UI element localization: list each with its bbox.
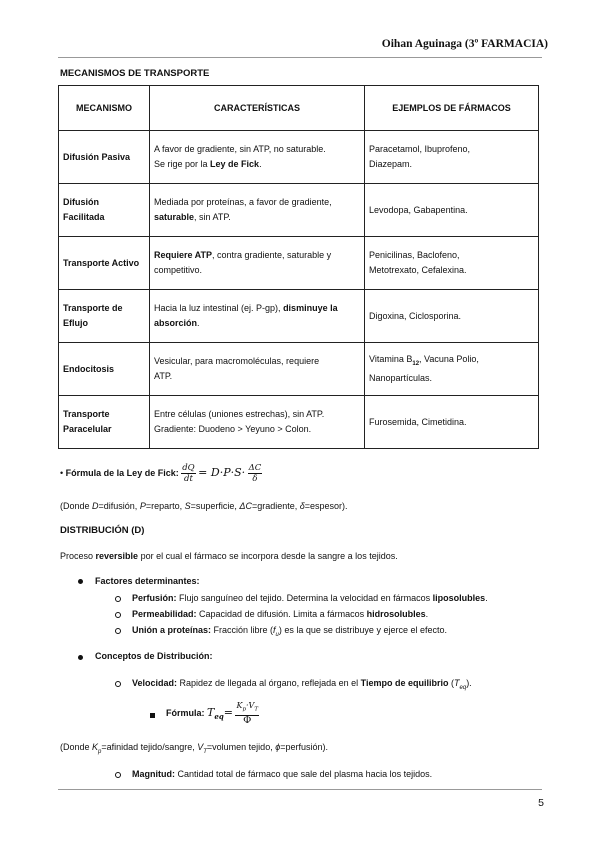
fick-variables-note	[60, 499, 348, 513]
cell-line	[154, 157, 360, 172]
concept-text: (	[448, 678, 454, 688]
table-row	[59, 290, 539, 343]
note-var: K	[92, 742, 99, 752]
cell-ejemplos	[365, 396, 539, 449]
fick-fraction-dq-dt	[181, 463, 195, 484]
page-number: 5	[538, 797, 544, 809]
cell-line	[154, 142, 360, 157]
cell-line	[154, 263, 360, 278]
table-header-mecanismo: MECANISMO	[59, 86, 150, 131]
cell-line	[154, 195, 360, 210]
fraction-numerator: ΔC	[248, 463, 262, 474]
cell-text: Furosemida, Cimetidina.	[369, 416, 467, 427]
table-row	[59, 184, 539, 237]
note-text: =afinidad tejido/sangre,	[101, 742, 198, 752]
cell-caracteristicas	[150, 184, 365, 237]
cell-line	[154, 210, 360, 225]
cell-bold-text: Ley de Fick	[210, 159, 260, 169]
formula-fraction	[235, 701, 259, 726]
cell-mecanismo	[59, 184, 150, 237]
cell-ejemplos	[365, 131, 539, 184]
factor-text: ) es la que se distribuye y ejerce el efecto.	[278, 625, 447, 635]
cell-text: Paracetamol, Ibuprofeno,	[369, 144, 471, 154]
section-title-distribucion: DISTRIBUCIÓN (D)	[60, 525, 145, 536]
header-rule	[58, 57, 542, 58]
factor-permeabilidad	[132, 607, 428, 621]
note-var: ΔC	[239, 501, 252, 511]
note-var: D	[92, 501, 99, 511]
concept-var: T	[454, 678, 460, 688]
cell-text: competitivo.	[154, 265, 203, 275]
bullet-square	[150, 713, 155, 718]
formula-tiempo-equilibrio	[166, 699, 259, 731]
fraction-numerator: dQ	[182, 463, 195, 474]
cell-line	[369, 415, 534, 430]
cell-caracteristicas	[150, 131, 365, 184]
cell-caracteristicas	[150, 396, 365, 449]
num-var: K	[236, 701, 243, 711]
note-var: S	[184, 501, 191, 511]
bullet-dot: •	[60, 468, 64, 478]
cell-text: Mediada por proteínas, a favor de gradiente,	[154, 197, 332, 207]
cell-line: Transporte Activo	[63, 257, 140, 268]
cell-text: , sin ATP.	[194, 212, 231, 222]
concept-text: Rapidez de llegada al órgano, reflejada en el	[177, 678, 361, 688]
cell-line: Transporte	[63, 409, 110, 419]
cell-bold-text: Requiere ATP	[154, 250, 213, 260]
note-text: =perfusión).	[280, 742, 328, 752]
cell-text: , contra gradiente, saturable y	[212, 250, 332, 260]
cell-text: Se rige por la	[154, 159, 211, 169]
factor-var: f	[273, 625, 276, 635]
cell-line: Transporte de	[63, 303, 123, 313]
cell-bold-text: saturable	[154, 212, 195, 222]
cell-text: Diazepam.	[369, 159, 413, 169]
cell-caracteristicas	[150, 290, 365, 343]
table-row	[59, 237, 539, 290]
conceptos-title: Conceptos de Distribución:	[95, 651, 213, 661]
cell-caracteristicas	[150, 237, 365, 290]
cell-line	[369, 309, 534, 324]
formula-lhs	[207, 706, 224, 722]
cell-line: Difusión	[63, 197, 99, 207]
intro-text: por el cual el fármaco se incorpora desde la sangre a los tejidos.	[138, 551, 398, 561]
factores-title: Factores determinantes:	[95, 576, 200, 586]
table-header-row	[59, 86, 539, 131]
cell-line	[369, 157, 534, 172]
note-text: =difusión,	[98, 501, 140, 511]
note-text: =superficie,	[190, 501, 240, 511]
cell-text: A favor de gradiente, sin ATP, no saturable.	[154, 144, 326, 154]
cell-text: , Vacuna Polio,	[419, 353, 479, 364]
cell-line	[154, 407, 360, 422]
note-var: P	[139, 501, 146, 511]
cell-mecanismo	[59, 343, 150, 396]
cell-ejemplos	[365, 184, 539, 237]
cell-line	[369, 352, 534, 372]
bullet-circle	[115, 628, 121, 634]
note-sub: T	[203, 748, 207, 755]
cell-subscript: 12	[412, 360, 420, 367]
factor-label: Unión a proteínas:	[132, 625, 212, 635]
cell-ejemplos	[365, 343, 539, 396]
intro-bold: reversible	[95, 551, 139, 561]
note-var: δ	[299, 501, 305, 511]
table-row	[59, 131, 539, 184]
cell-line: Paracelular	[63, 424, 112, 434]
cell-text: .	[259, 159, 262, 169]
note-text: =volumen tejido,	[206, 742, 276, 752]
bullet-dot-conceptos	[78, 655, 83, 660]
note-var: ϕ	[275, 742, 281, 752]
note-text: =espesor).	[304, 501, 348, 511]
factor-union-proteinas	[132, 623, 447, 642]
transport-mechanisms-table	[58, 85, 539, 449]
formula-var: T	[207, 706, 215, 719]
cell-line	[369, 263, 534, 278]
table-row	[59, 396, 539, 449]
note-text: (Donde	[60, 742, 93, 752]
cell-line: Facilitada	[63, 212, 105, 222]
cell-text: Hacia la luz intestinal (ej. P-gp),	[154, 303, 284, 313]
header-author: Oihan Aguinaga (3º FARMACIA)	[381, 38, 548, 50]
fick-label: Fórmula de la Ley de Fick:	[65, 468, 179, 478]
note-sub: p	[98, 748, 102, 755]
cell-line	[154, 422, 360, 437]
cell-mecanismo	[59, 396, 150, 449]
concepto-velocidad	[132, 676, 472, 695]
factor-var-sub: u	[275, 631, 279, 638]
cell-text: Vitamina B	[369, 353, 413, 364]
cell-text: Penicilinas, Baclofeno,	[369, 250, 460, 260]
cell-bold-text: disminuye la	[283, 303, 338, 313]
cell-line: Eflujo	[63, 318, 88, 328]
cell-ejemplos	[365, 237, 539, 290]
cell-text: ATP.	[154, 371, 173, 381]
concept-text: Cantidad total de fármaco que sale del plasma hacia los tejidos.	[175, 769, 433, 779]
factor-text: .	[485, 593, 488, 603]
footer-rule	[58, 789, 542, 790]
cell-line: Difusión Pasiva	[63, 151, 131, 162]
cell-text: Levodopa, Gabapentina.	[369, 204, 468, 215]
cell-mecanismo	[59, 131, 150, 184]
factor-text: Capacidad de difusión. Limita a fármacos	[196, 609, 367, 619]
cell-text: Nanopartículas.	[369, 373, 433, 384]
factor-text: Fracción libre (	[211, 625, 274, 635]
fraction-numerator	[235, 701, 259, 716]
cell-line	[154, 354, 360, 369]
cell-line	[154, 369, 360, 384]
fick-equation-body: = D·P·S·	[198, 466, 246, 479]
formula-equals: =	[223, 706, 233, 719]
cell-line	[154, 316, 360, 331]
cell-text: Metotrexato, Cefalexina.	[369, 265, 467, 275]
factor-bold: liposolubles	[432, 593, 486, 603]
bullet-circle	[115, 596, 121, 602]
table-header-caracteristicas: CARACTERÍSTICAS	[150, 86, 365, 131]
note-text: (Donde	[60, 501, 93, 511]
cell-ejemplos	[365, 290, 539, 343]
concept-label: Magnitud:	[132, 769, 175, 779]
concept-bold: Tiempo de equilibrio	[360, 678, 449, 688]
factor-perfusion	[132, 591, 488, 605]
table-header-ejemplos: EJEMPLOS DE FÁRMACOS	[365, 86, 539, 131]
concept-var-sub: eq	[459, 684, 467, 691]
fick-fraction-dc-delta	[248, 463, 263, 484]
fraction-denominator: dt	[184, 474, 193, 485]
note-text: =reparto,	[145, 501, 185, 511]
cell-line	[369, 371, 534, 386]
bullet-dot-factores	[78, 579, 83, 584]
cell-text: .	[197, 318, 200, 328]
cell-line	[369, 203, 534, 218]
table-row	[59, 343, 539, 396]
note-text: =gradiente,	[251, 501, 300, 511]
cell-line	[369, 248, 534, 263]
cell-text: Entre células (uniones estrechas), sin ATP.	[154, 409, 325, 419]
note-var: V	[197, 742, 204, 752]
cell-text: Vesicular, para macromoléculas, requiere	[154, 356, 320, 366]
cell-bold-text: absorción	[154, 318, 198, 328]
concept-label: Velocidad:	[132, 678, 178, 688]
bullet-circle	[115, 772, 121, 778]
section-title-transporte: MECANISMOS DE TRANSPORTE	[60, 68, 210, 79]
bullet-circle	[115, 681, 121, 687]
factor-text: .	[425, 609, 429, 619]
num-sub: T	[254, 706, 258, 713]
cell-line	[369, 142, 534, 157]
distribucion-intro	[60, 549, 398, 563]
cell-line: Endocitosis	[63, 363, 115, 374]
factor-label: Perfusión:	[132, 593, 177, 603]
cell-line	[154, 248, 360, 263]
conceptos-variables-note	[60, 740, 328, 759]
formula-var-sub: eq	[214, 712, 224, 722]
intro-text: Proceso	[60, 551, 96, 561]
fick-formula-line	[60, 462, 262, 484]
cell-line	[154, 301, 360, 316]
cell-text: Digoxina, Ciclosporina.	[369, 310, 462, 321]
fraction-denominator: δ	[252, 474, 258, 485]
factor-label: Permeabilidad:	[132, 609, 197, 619]
factor-bold: hidrosolubles	[366, 609, 426, 619]
concepto-magnitud	[132, 767, 432, 781]
cell-mecanismo	[59, 290, 150, 343]
fraction-denominator: Φ	[243, 714, 252, 726]
concept-text: ).	[466, 678, 472, 688]
factor-text: Flujo sanguíneo del tejido. Determina la velocidad en fármacos	[176, 593, 433, 603]
num-var: ·V	[245, 701, 255, 711]
formula-label: Fórmula:	[166, 708, 205, 718]
cell-caracteristicas	[150, 343, 365, 396]
bullet-circle	[115, 612, 121, 618]
cell-text: Gradiente: Duodeno > Yeyuno > Colon.	[154, 424, 312, 434]
cell-mecanismo	[59, 237, 150, 290]
num-sub: p	[242, 706, 246, 713]
